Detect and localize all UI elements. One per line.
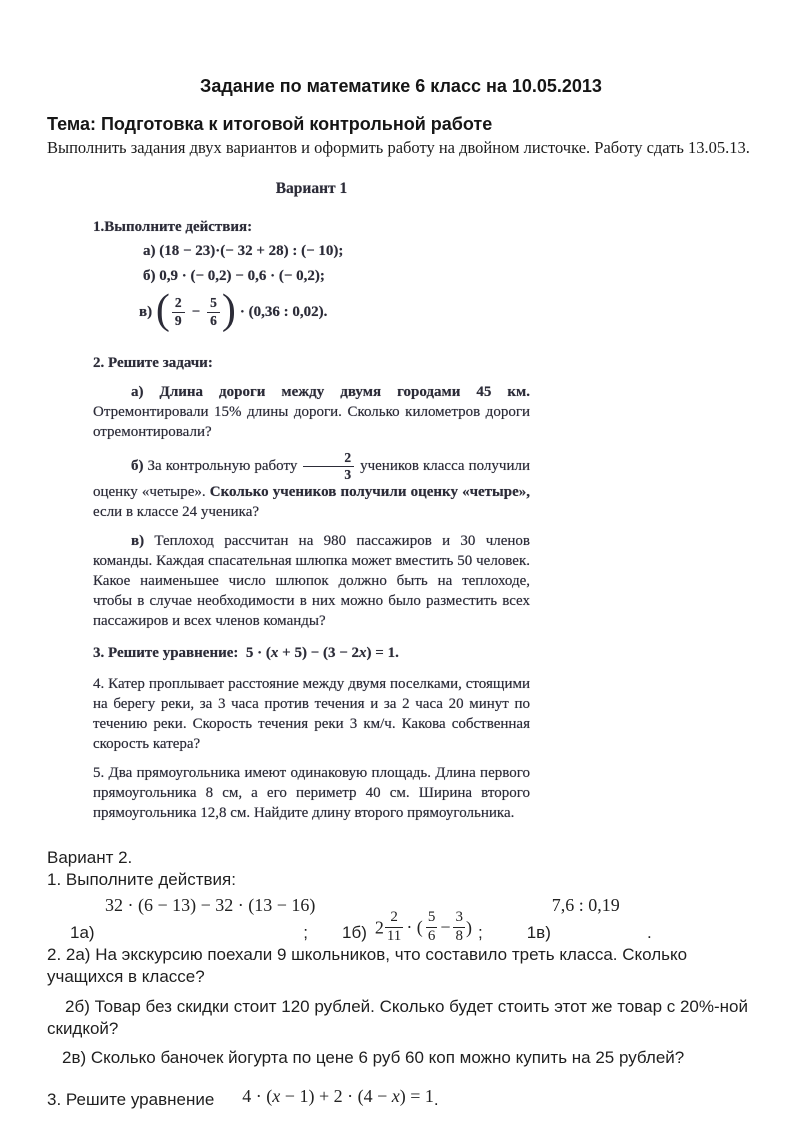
variable-x: x (272, 1086, 281, 1107)
v1-task2-v-label: в) (131, 533, 145, 550)
v1-task2-v-text: Теплоход рассчитан на 980 пассажиров и 30 членов команды. Каждая спасательная шлюпка может вместить 50 человек. Какое наименьшее число шлюпок должно быть на теплоходе, чтобы в случае необходимости в них можно было разместить всех пассажиров и всех членов команды? (93, 533, 530, 630)
intro-text: Выполнить задания двух вариантов и оформить работу на двойном листочке. Работу сдать 13.05.13. (47, 138, 750, 157)
minus-sign: − (191, 304, 201, 320)
fraction-2-11 (385, 910, 403, 945)
fraction-5-6 (207, 296, 220, 327)
variant1-heading: Вариант 1 (275, 180, 348, 197)
fraction-denominator: 3 (344, 467, 352, 483)
period: . (433, 1090, 439, 1110)
equation-part: + 5) − (3 − 2 (278, 645, 360, 662)
v2-expr-1a-formula: 32 · (6 − 13) − 32 · (13 − 16) (105, 895, 316, 916)
v2-label-1b: 1б) (342, 923, 367, 943)
fraction-numerator: 5 (207, 296, 220, 312)
variant1-scan (93, 179, 530, 823)
fraction-2-9 (172, 296, 185, 327)
v2-task3-label: 3. Решите уравнение (47, 1090, 215, 1110)
fraction-denominator: 6 (427, 927, 436, 944)
fraction-numerator: 5 (426, 910, 438, 928)
v1-task4: 4. Катер проплывает расстояние между двумя поселками, стоящими на берегу реки, за 3 часа против течения и за 2 часа 20 минут по течению реки. Скорость течения реки 3 км/ч. Какова собственная скорость катера? (93, 676, 530, 753)
v1-task1-b-expr: 0,9 · (− 0,2) − 0,6 · (− 0,2); (159, 268, 325, 284)
v1-task2-label: 2. Решите задачи: (93, 355, 213, 371)
v1-task2-b-pre: За контрольную работу (147, 458, 298, 475)
mixed-whole: 2 (374, 917, 384, 938)
fraction-3-8 (453, 910, 465, 945)
separator: . (646, 923, 652, 943)
v1-task3-equation (246, 645, 399, 661)
v1-task1-v-label: в) (139, 304, 153, 320)
v1-task2-b-rest: если в классе 24 ученика? (93, 504, 260, 521)
fraction-5-6 (426, 910, 438, 945)
v2-task3 (47, 1088, 755, 1111)
v1-task2-a-bold: а) Длина дороги между двумя городами 45 км. (131, 384, 530, 400)
equation-part: − 1) + 2 · (4 − (280, 1086, 392, 1107)
v1-task1-a-label: а) (143, 243, 156, 259)
separator: ; (477, 923, 483, 943)
v1-task1-item-v: в) ( $\frac{2}{9}$ − $\frac{5}{6}$ ) · (0,36 : 0,02). (139, 287, 328, 333)
v1-task1-b-label: б) (143, 268, 156, 284)
v2-task2a: 2. 2а) На экскурсию поехали 9 школьников, что составило треть класса. Сколько учащихся в классе? (47, 945, 688, 987)
equation-part: ) = 1 (399, 1086, 434, 1107)
equation-part: ) = 1. (366, 645, 399, 662)
equation-part: 4 · ( (242, 1086, 273, 1107)
fraction-denominator: 6 (210, 312, 217, 328)
v1-task2-b-mid: учеников класса получили оценку «четыре». (93, 458, 530, 501)
variable-x: x (270, 645, 279, 662)
fraction-denominator: 8 (455, 927, 463, 944)
v2-expr-1b-formula (375, 910, 472, 945)
v2-task2b: 2б) Товар без скидки стоит 120 рублей. Сколько будет стоить этот же товар с 20%-ной скидкой? (47, 997, 749, 1039)
fraction-numerator: 2 (385, 910, 403, 928)
v1-task2-v (93, 531, 530, 631)
fraction-denominator: 11 (386, 927, 402, 944)
separator: ; (303, 923, 308, 943)
variant2-heading: Вариант 2. (47, 848, 133, 868)
fraction-numerator: 3 (453, 910, 465, 928)
v2-task2v: 2в) Сколько баночек йогурта по цене 6 руб 60 коп можно купить на 25 рублей? (62, 1048, 685, 1068)
dot-open-paren: · ( (406, 917, 423, 938)
fraction-denominator: 9 (174, 312, 182, 328)
fraction-numerator: 2 (172, 296, 185, 312)
fraction-numerator: 2 (303, 451, 354, 467)
v1-task1-item-b (93, 265, 530, 287)
v2-expr-1a (70, 894, 322, 944)
v1-task2-b-bold: Сколько учеников получили оценку «четыре», (209, 484, 531, 501)
minus-sign: − (440, 917, 451, 938)
v1-task3-label: 3. Решите уравнение: (93, 645, 239, 662)
v1-task2-b-label: б) (131, 458, 144, 475)
v2-task1-label: 1. Выполните действия: (47, 870, 236, 890)
v2-label-1v: 1в) (526, 923, 551, 943)
v2-task3-equation (242, 1086, 434, 1106)
v1-task1-label: 1.Выполните действия: (93, 219, 253, 235)
v1-task2-b (93, 451, 530, 522)
v2-expr-1a-labels (70, 922, 308, 944)
equation-part: 5 · ( (245, 645, 271, 662)
v2-label-1a: 1а) (70, 923, 95, 943)
v2-task1-expressions (47, 892, 755, 944)
page-title: Задание по математике 6 класс на 10.05.2013 (200, 76, 602, 96)
close-paren: ) (465, 917, 472, 938)
variant2-section (47, 847, 755, 1111)
v2-expr-1v-formula: 7,6 : 0,19 (551, 895, 620, 916)
v1-task1-item-a (93, 240, 530, 262)
fraction-2-3 (303, 451, 354, 482)
v1-task2-a (93, 382, 530, 442)
v1-task1-v-rest: · (0,36 : 0,02). (239, 304, 328, 320)
v1-task1-a-expr: (18 − 23)·(− 32 + 28) : (− 10); (159, 243, 344, 259)
variable-x: x (359, 645, 367, 662)
variable-x: x (391, 1086, 400, 1107)
v2-expr-1v-labels (527, 922, 652, 944)
v2-expr-1v (527, 894, 652, 944)
topic-heading: Тема: Подготовка к итоговой контрольной работе (47, 114, 493, 134)
v2-expr-1b (342, 910, 483, 945)
v1-task5: 5. Два прямоугольника имеют одинаковую площадь. Длина первого прямоугольника 8 см, а его периметр 40 см. Ширина второго прямоугольника 12,8 см. Найдите длину второго прямоугольника. (93, 765, 530, 822)
v1-task3 (93, 643, 530, 663)
v1-task2-a-rest: Отремонтировали 15% длины дороги. Сколько километров дороги отремонтировали? (93, 404, 530, 440)
